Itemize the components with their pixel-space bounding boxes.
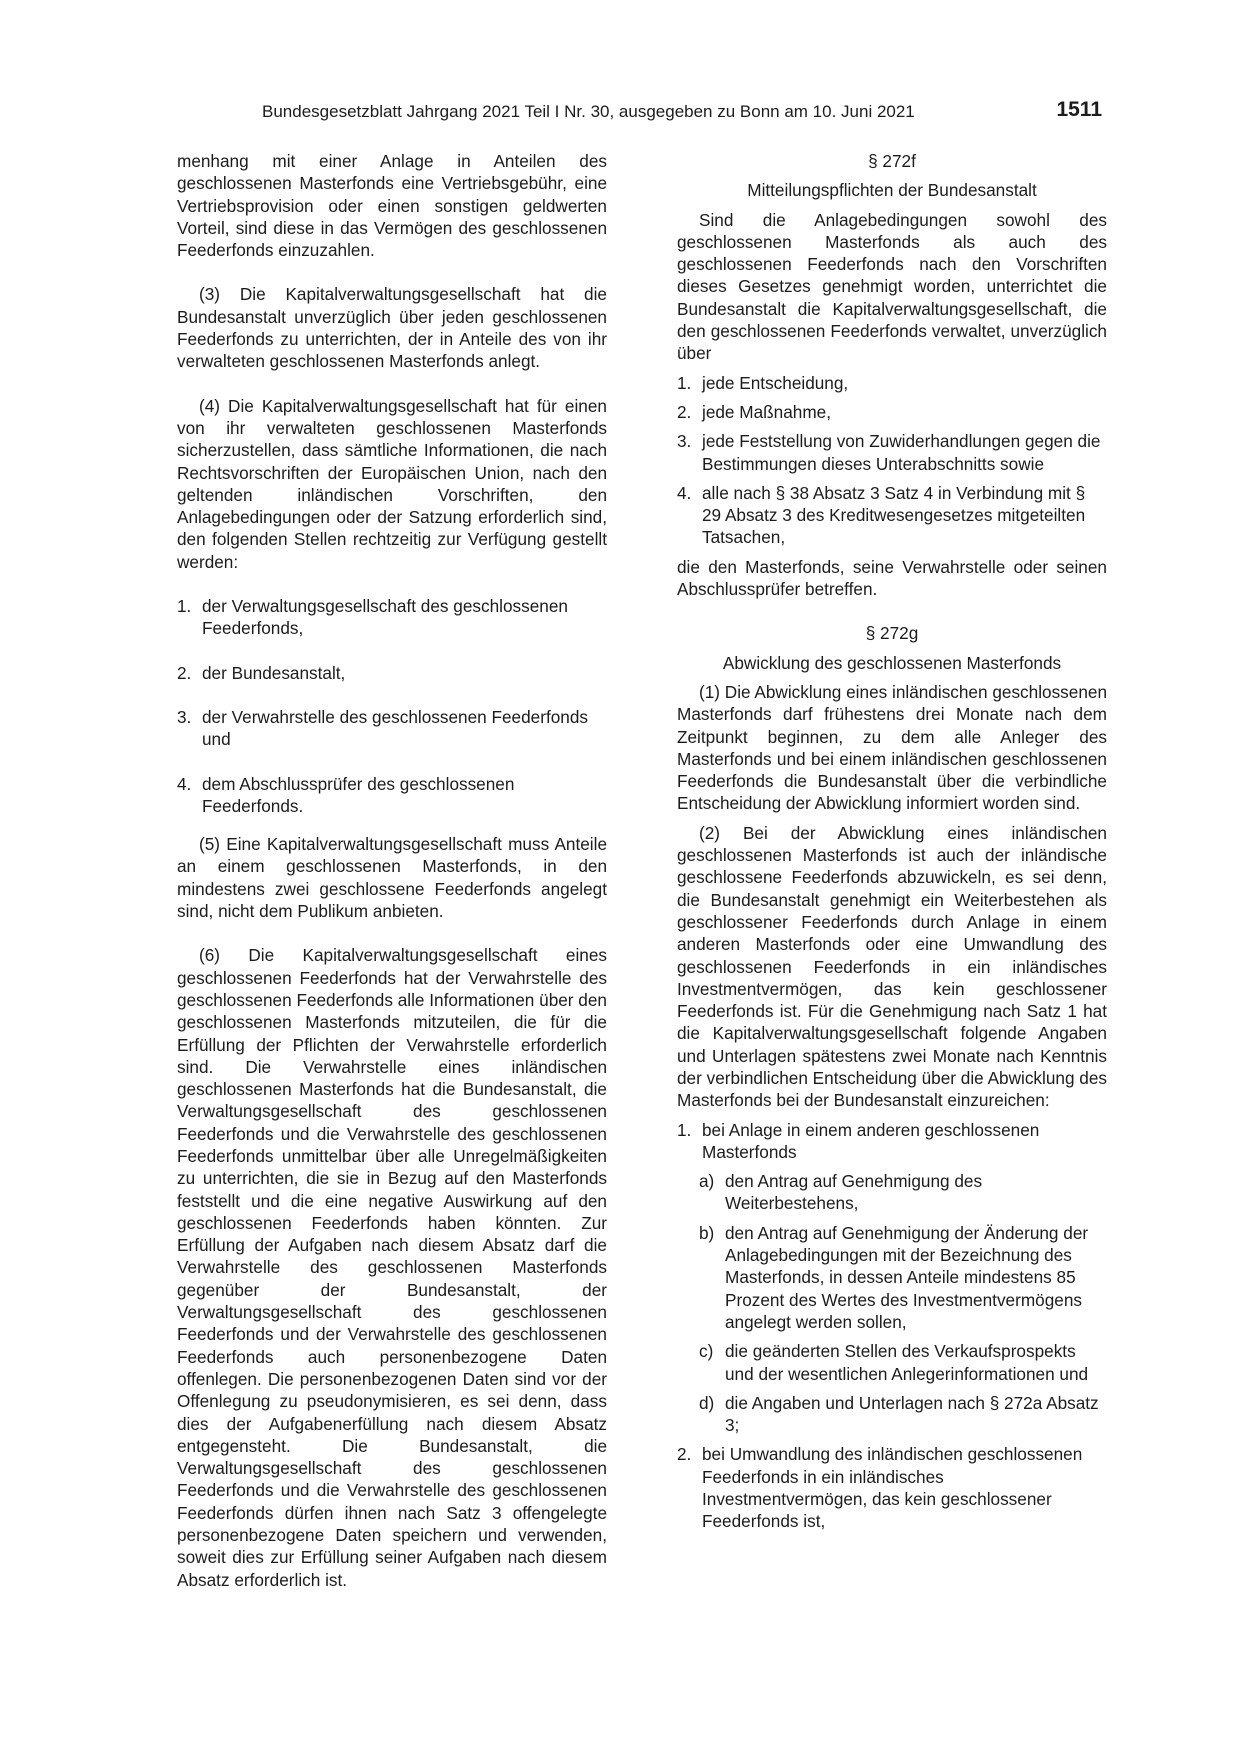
list-item bbox=[677, 1443, 1107, 1532]
list-number: 1. bbox=[677, 1119, 692, 1140]
section-272f-title: Mitteilungspflichten der Bundesanstalt bbox=[747, 180, 1037, 201]
list-text: der Verwaltungsgesellschaft des geschlossenen Feederfonds, bbox=[202, 596, 568, 639]
sub-list-item bbox=[699, 1340, 1107, 1385]
list-number: 2. bbox=[677, 1444, 692, 1465]
list-item bbox=[177, 595, 607, 640]
list-item bbox=[677, 401, 1107, 423]
sub-list-text: den Antrag auf Genehmigung des Weiterbestehens, bbox=[725, 1171, 983, 1214]
list-number: 1. bbox=[677, 372, 692, 393]
paragraph-5: (5) Eine Kapitalverwaltungsgesellschaft muss Anteile an einem geschlossenen Masterfonds, in den mindestens zwei geschlossene Feederfonds angelegt sind, nicht dem Publikum anbieten. bbox=[177, 834, 607, 922]
sub-list-letter: c) bbox=[699, 1341, 714, 1362]
list-item bbox=[677, 372, 1107, 394]
list-item bbox=[677, 430, 1107, 475]
sub-list-item bbox=[699, 1222, 1107, 1333]
right-column bbox=[677, 150, 1107, 1533]
list-number: 4. bbox=[177, 773, 192, 794]
list-number: 2. bbox=[177, 662, 192, 683]
page-number: 1511 bbox=[1056, 98, 1102, 121]
section-272f-outro: die den Masterfonds, seine Verwahrstelle oder seinen Abschlussprüfer betreffen. bbox=[677, 556, 1107, 600]
section-272g-paragraph-1: (1) Die Abwicklung eines inländischen geschlossenen Masterfonds darf frühestens drei Monate nach dem Zeitpunkt beginnen, zu dem alle Anleger des Masterfonds und bei einem inländischen geschlossenen Feederfonds die Bundesanstalt über die verbindliche Entscheidung der Abwicklung informiert worden sind. bbox=[677, 681, 1107, 814]
list-text: jede Maßnahme, bbox=[702, 401, 831, 422]
section-272f-intro: Sind die Anlagebedingungen sowohl des geschlossenen Masterfonds als auch des geschlossenen Feederfonds nach den Vorschriften dieses Gesetzes genehmigt worden, unterrichtet die Bundesanstalt die Kapitalverwaltungsgesellschaft, die den geschlossenen Feederfonds verwaltet, unverzüglich über bbox=[677, 209, 1107, 364]
list-number: 4. bbox=[677, 482, 692, 503]
paragraph-3: (3) Die Kapitalverwaltungsgesellschaft hat die Bundesanstalt unverzüglich über jeden geschlossenen Feederfonds zu unterrichten, der in Anteile des von ihr verwalteten geschlossenen Masterfonds anlegt. bbox=[177, 284, 607, 372]
section-272g-heading: § 272g bbox=[865, 623, 919, 644]
list-text: jede Entscheidung, bbox=[702, 372, 849, 393]
gazette-title: Bundesgesetzblatt Jahrgang 2021 Teil I Nr. 30, ausgegeben zu Bonn am 10. Juni 2021 bbox=[262, 102, 915, 121]
list-item bbox=[677, 1119, 1107, 1164]
sub-list-text: die Angaben und Unterlagen nach § 272a Absatz 3; bbox=[725, 1392, 1099, 1436]
list-text: der Verwahrstelle des geschlossenen Feederfonds und bbox=[202, 706, 588, 750]
sub-list-item bbox=[699, 1170, 1107, 1215]
list-text: bei Anlage in einem anderen geschlossenen Masterfonds bbox=[702, 1119, 1040, 1162]
list-number: 2. bbox=[677, 401, 692, 422]
section-272f-heading: § 272f bbox=[868, 151, 916, 171]
sub-list-item bbox=[699, 1392, 1107, 1437]
list-item bbox=[177, 773, 607, 818]
list-text: alle nach § 38 Absatz 3 Satz 4 in Verbindung mit § 29 Absatz 3 des Kreditwesengesetzes mitgeteilten Tatsachen, bbox=[702, 482, 1086, 548]
sub-list-letter: a) bbox=[699, 1171, 715, 1192]
left-column bbox=[177, 150, 607, 1591]
sub-list-letter: d) bbox=[699, 1392, 715, 1413]
list-item bbox=[677, 482, 1107, 549]
sub-list-letter: b) bbox=[699, 1222, 715, 1243]
list-number: 3. bbox=[677, 431, 692, 452]
continued-paragraph: menhang mit einer Anlage in Anteilen des geschlossenen Masterfonds eine Vertriebsgebühr, eine Vertriebsprovision oder einen sonstigen geldwerten Vorteil, sind diese in das Vermögen des geschlossenen Feederfonds einzuzahlen. bbox=[177, 151, 607, 261]
list-text: dem Abschlussprüfer des geschlossenen Feederfonds. bbox=[202, 773, 515, 816]
section-272g-title: Abwicklung des geschlossenen Masterfonds bbox=[722, 652, 1062, 673]
page-header bbox=[262, 98, 1102, 128]
list-number: 3. bbox=[177, 706, 192, 727]
list-item bbox=[177, 706, 607, 751]
paragraph-6: (6) Die Kapitalverwaltungsgesellschaft eines geschlossenen Feederfonds hat der Verwahrstelle des geschlossenen Feederfonds alle Informationen über den geschlossenen Masterfonds mitzuteilen, die für die Erfüllung der Pflichten der Verwahrstelle erforderlich sind. Die Verwahrstelle eines inländischen geschlossenen Masterfonds hat die Bundesanstalt, die Verwaltungsgesellschaft des geschlossenen Feederfonds und die Verwahrstelle des geschlossenen Feederfonds unmittelbar über alle Unregelmäßigkeiten zu unterrichten, die sie in Bezug auf den Masterfonds feststellt und die eine negative Auswirkung auf den geschlossenen Feederfonds haben könnten. Zur Erfüllung der Aufgaben nach diesem Absatz darf die Verwahrstelle des geschlossenen Masterfonds gegenüber der Bundesanstalt, der Verwaltungsgesellschaft des geschlossenen Feederfonds und der Verwahrstelle des geschlossenen Feederfonds auch personenbezogene Daten offenlegen. Die personenbezogenen Daten sind vor der Offenlegung zu pseudonymisieren, es sei denn, dass dies der Aufgabenerfüllung nach diesem Absatz entgegensteht. Die Bundesanstalt, die Verwaltungsgesellschaft des geschlossenen Feederfonds und die Verwahrstelle des geschlossenen Feederfonds dürfen ihnen nach Satz 3 offengelegte personenbezogene Daten speichern und verwenden, soweit dies zur Erfüllung seiner Aufgaben nach diesem Absatz erforderlich ist. bbox=[177, 945, 607, 1590]
section-272g-paragraph-2: (2) Bei der Abwicklung eines inländischen geschlossenen Masterfonds ist auch der inländische geschlossene Feederfonds abzuwickeln, es sei denn, die Bundesanstalt genehmigt ein Weiterbestehen als geschlossener Feederfonds durch Anlage in einem anderen Masterfonds oder eine Umwandlung des geschlossenen Feederfonds in ein inländisches Investmentvermögen, das kein geschlossener Feederfonds ist. Für die Genehmigung nach Satz 1 hat die Kapitalverwaltungsgesellschaft folgende Angaben und Unterlagen spätestens zwei Monate nach Kenntnis der verbindlichen Entscheidung über die Abwicklung des Masterfonds bei der Bundesanstalt einzureichen: bbox=[677, 822, 1107, 1111]
list-item bbox=[177, 662, 607, 684]
sub-list-text: den Antrag auf Genehmigung der Änderung der Anlagebedingungen mit der Bezeichnung des Masterfonds, in dessen Anteile mindestens 85 Prozent des Wertes des Investmentvermögens angelegt werden sollen, bbox=[725, 1222, 1089, 1332]
list-text: jede Feststellung von Zuwiderhandlungen gegen die Bestimmungen dieses Unterabschnitts sowie bbox=[702, 431, 1101, 474]
list-text: bei Umwandlung des inländischen geschlossenen Feederfonds in ein inländisches Investmentvermögen, das kein geschlossener Feederfonds ist, bbox=[702, 1444, 1083, 1532]
sub-list-text: die geänderten Stellen des Verkaufsprospekts und der wesentlichen Anlegerinformationen und bbox=[725, 1341, 1089, 1384]
list-text: der Bundesanstalt, bbox=[202, 662, 346, 683]
paragraph-4: (4) Die Kapitalverwaltungsgesellschaft hat für einen von ihr verwalteten geschlossenen Masterfonds sicherzustellen, dass sämtliche Informationen, die nach Rechtsvorschriften der Europäischen Union, nach den geltenden inländischen Vorschriften, den Anlagebedingungen oder der Satzung erforderlich sind, den folgenden Stellen rechtzeitig zur Verfügung gestellt werden: bbox=[177, 395, 607, 572]
list-number: 1. bbox=[177, 596, 192, 617]
